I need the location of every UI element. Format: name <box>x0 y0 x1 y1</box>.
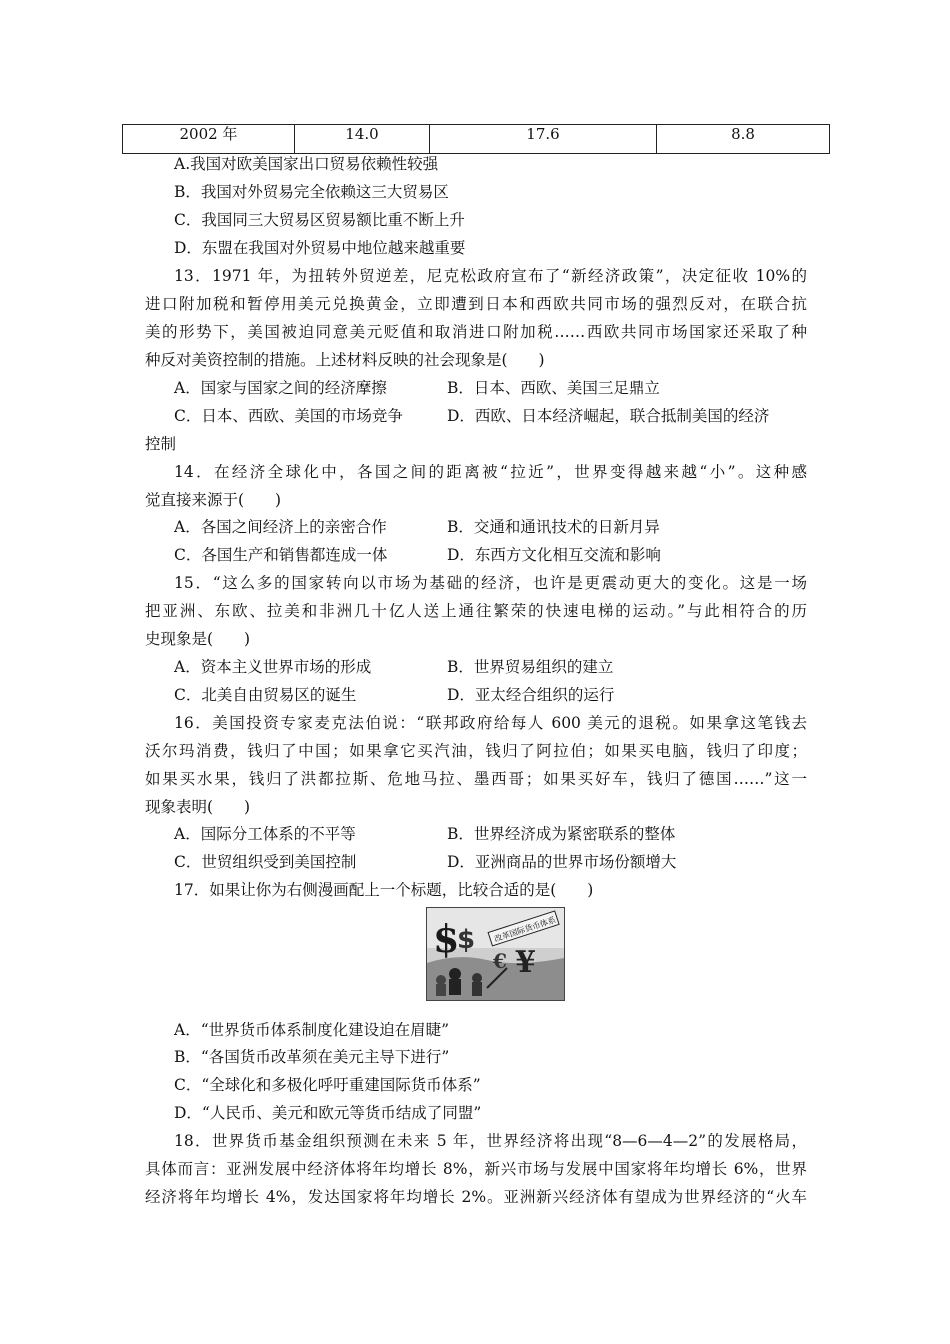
q14-stem-line: 14．在经济全球化中，各国之间的距离被“拉近”，世界变得越来越“小”。这种感 <box>174 463 807 481</box>
svg-text:€: € <box>493 949 507 973</box>
q18-stem-line: 18．世界货币基金组织预测在未来 5 年，世界经济将出现“8—6—4—2”的发展格局， <box>174 1132 807 1150</box>
q13-option-d: D．西欧、日本经济崛起，联合抵制美国的经济 <box>447 407 770 425</box>
table-row <box>123 125 830 154</box>
q17-stem-line: 17．如果让你为右侧漫画配上一个标题，比较合适的是( ) <box>174 881 594 899</box>
q14-stem-line: 觉直接来源于( ) <box>145 491 282 509</box>
q16-option-a: A．国际分工体系的不平等 <box>174 825 356 843</box>
q17-option-b: B．“各国货币改革须在美元主导下进行” <box>174 1048 450 1066</box>
q14-option-b: B．交通和通讯技术的日新月异 <box>447 518 660 536</box>
q17-option-a: A．“世界货币体系制度化建设迫在眉睫” <box>174 1021 450 1039</box>
table-cell-value: 17.6 <box>430 125 657 154</box>
q18-stem-line: 具体而言：亚洲发展中经济体将年均增长 8%，新兴市场与发展中国家将年均增长 6%，世界 <box>145 1160 807 1178</box>
q12-option-d: D．东盟在我国对外贸易中地位越来越重要 <box>174 239 466 257</box>
q14-option-c: C．各国生产和销售都连成一体 <box>174 546 388 564</box>
q14-option-a: A．各国之间经济上的亲密合作 <box>174 518 387 536</box>
q16-stem-line: 16．美国投资专家麦克法伯说：“联邦政府给每人 600 美元的退税。如果拿这笔钱去 <box>174 714 807 732</box>
q13-stem-line: 进口附加税和暂停用美元兑换黄金，立即遭到日本和西欧共同市场的强烈反对，在联合抗 <box>145 295 807 313</box>
trade-share-table <box>122 124 830 154</box>
table-cell-value: 14.0 <box>295 125 430 154</box>
q15-option-d: D．亚太经合组织的运行 <box>447 686 615 704</box>
q17-option-c: C．“全球化和多极化呼吁重建国际货币体系” <box>174 1076 481 1094</box>
table-cell-value: 8.8 <box>657 125 830 154</box>
q18-stem-line: 经济将年均增长 4%，发达国家将年均增长 2%。亚洲新兴经济体有望成为世界经济的“火车 <box>145 1188 807 1206</box>
q13-option-c: C．日本、西欧、美国的市场竞争 <box>174 407 403 425</box>
q13-stem-line: 13．1971 年，为扭转外贸逆差，尼克松政府宣布了“新经济政策”，决定征收 10%的 <box>174 267 807 285</box>
q16-option-b: B．世界经济成为紧密联系的整体 <box>447 825 676 843</box>
q15-stem-line: 把亚洲、东欧、拉美和非洲几十亿人送上通往繁荣的快速电梯的运动。”与此相符合的历 <box>145 602 807 620</box>
svg-text:$: $ <box>457 925 476 955</box>
q16-option-c: C．世贸组织受到美国控制 <box>174 853 357 871</box>
q12-option-c: C．我国同三大贸易区贸易额比重不断上升 <box>174 211 465 229</box>
currency-cartoon-image <box>426 907 565 1001</box>
q15-stem-line: 15．“这么多的国家转向以市场为基础的经济，也许是更震动更大的变化。这是一场 <box>174 574 807 592</box>
table-cell-year: 2002 年 <box>123 125 295 154</box>
q13-stem-line: 种反对美资控制的措施。上述材料反映的社会现象是( ) <box>145 351 545 369</box>
q12-option-b: B．我国对外贸易完全依赖这三大贸易区 <box>174 183 449 201</box>
q12-option-a: A.我国对欧美国家出口贸易依赖性较强 <box>174 155 439 173</box>
q17-option-d: D．“人民币、美元和欧元等货币结成了同盟” <box>174 1104 482 1122</box>
q16-stem-line: 如果买水果，钱归了洪都拉斯、危地马拉、墨西哥；如果买好车，钱归了德国……”这一 <box>145 770 807 788</box>
q13-option-a: A．国家与国家之间的经济摩擦 <box>174 379 387 397</box>
q15-stem-line: 史现象是( ) <box>145 630 251 648</box>
q15-option-c: C．北美自由贸易区的诞生 <box>174 686 357 704</box>
svg-text:$: $ <box>433 916 460 961</box>
q14-option-d: D．东西方文化相互交流和影响 <box>447 546 661 564</box>
q15-option-a: A．资本主义世界市场的形成 <box>174 658 372 676</box>
q16-stem-line: 现象表明( ) <box>145 798 251 816</box>
cartoon-drawing <box>427 908 564 1000</box>
q16-stem-line: 沃尔玛消费，钱归了中国；如果拿它买汽油，钱归了阿拉伯；如果买电脑，钱归了印度； <box>145 742 807 760</box>
svg-text:¥: ¥ <box>515 945 536 980</box>
q13-option-b: B．日本、西欧、美国三足鼎立 <box>447 379 660 397</box>
q15-option-b: B．世界贸易组织的建立 <box>447 658 614 676</box>
q13-stem-line: 美的形势下，美国被迫同意美元贬值和取消进口附加税……西欧共同市场国家还采取了种 <box>145 323 807 341</box>
q16-option-d: D．亚洲商品的世界市场份额增大 <box>447 853 677 871</box>
cartoon-banner-text: 改革国际货币体系 <box>493 915 557 944</box>
q13-option-d-cont: 控制 <box>145 435 177 453</box>
